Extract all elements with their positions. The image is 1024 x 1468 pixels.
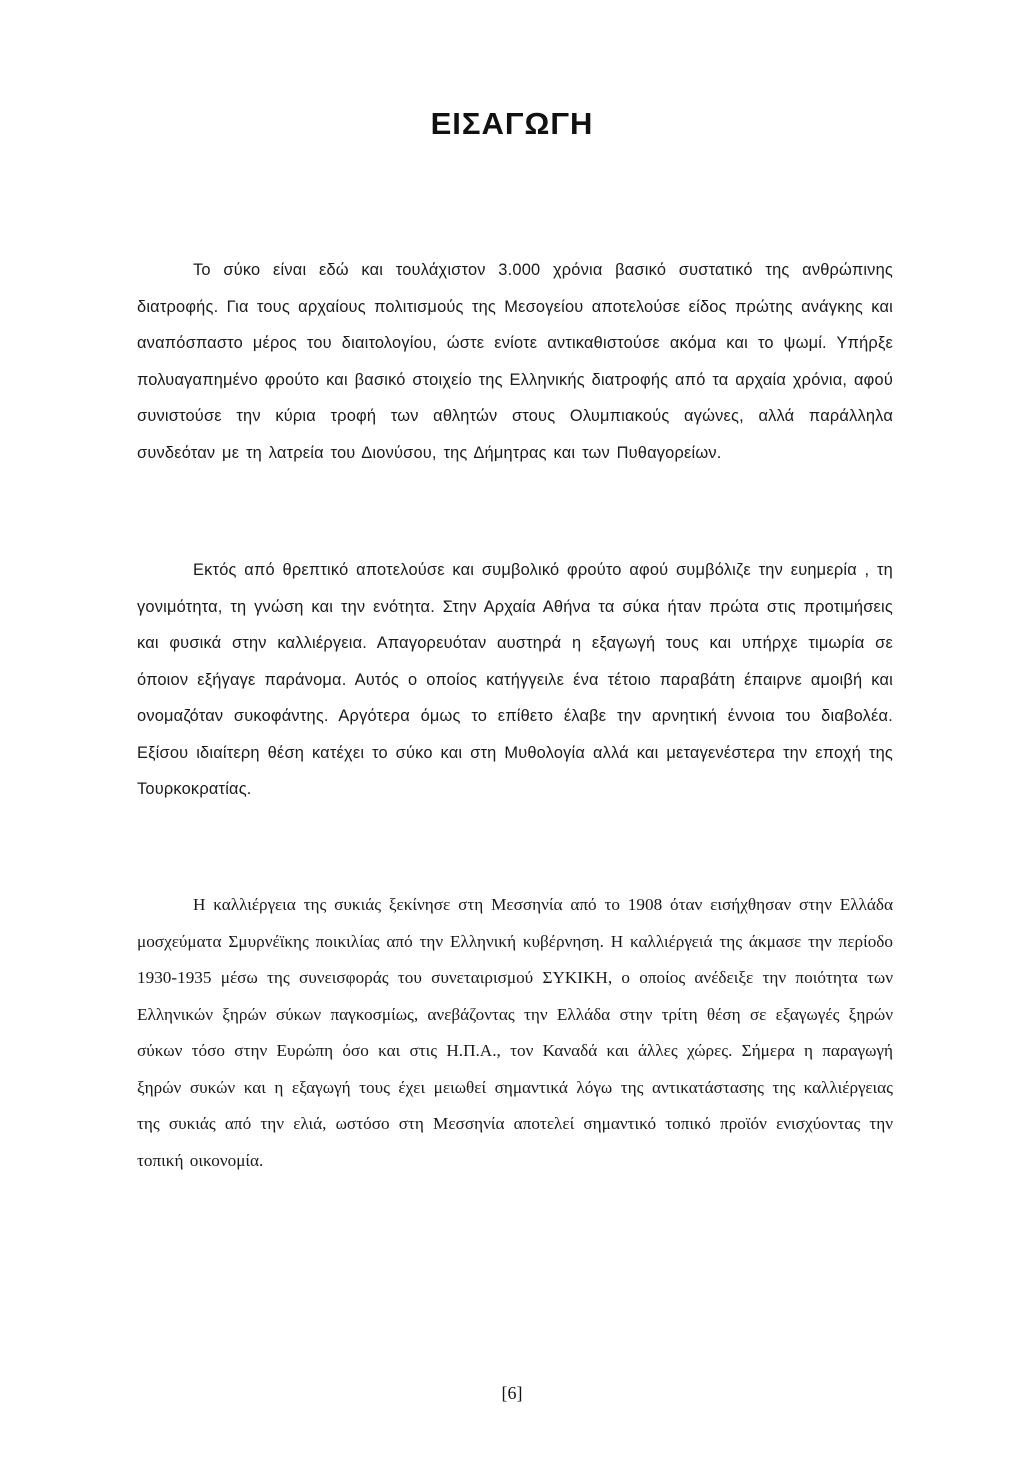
paragraph: Η καλλιέργεια της συκιάς ξεκίνησε στη Μεσσηνία από το 1908 όταν εισήχθησαν στην Ελλάδα μοσχεύματα Σμυρνέϊκης ποικιλίας από την Ελληνική κυβέρνηση. Η καλλιέργειά της άκμασε την περίοδο 1930-1935 μέσω της συνεισφοράς του συνεταιρισμού ΣΥΚΙΚΗ, ο οποίος ανέδειξε την ποιότητα των Ελληνικών ξηρών σύκων παγκοσμίως, ανεβάζοντας την Ελλάδα στην τρίτη θέση σε εξαγωγές ξηρών σύκων τόσο στην Ευρώπη όσο και στις Η.Π.Α., τον Καναδά και άλλες χώρες. Σήμερα η παραγωγή ξηρών συκών και η εξαγωγή τους έχει μειωθεί σημαντικά λόγω της αντικατάστασης της καλλιέργειας της συκιάς από την ελιά, ωστόσο στη Μεσσηνία αποτελεί σημαντικό τοπικό προϊόν ενισχύοντας την τοπική οικονομία. — [137, 895, 893, 1170]
paragraph-block-2 — [137, 552, 893, 808]
paragraph: Το σύκο είναι εδώ και τουλάχιστον 3.000 χρόνια βασικό συστατικό της ανθρώπινης διατροφής. Για τους αρχαίους πολιτισμούς της Μεσογείου αποτελούσε είδος πρώτης ανάγκης και αναπόσπαστο μέρος του διαιτολογίου, ώστε ενίοτε αντικαθιστούσε ακόμα και το ψωμί. Υπήρξε πολυαγαπημένο φρούτο και βασικό στοιχείο της Ελληνικής διατροφής από τα αρχαία χρόνια, αφού συνιστούσε την κύρια τροφή των αθλητών στους Ολυμπιακούς αγώνες, αλλά παράλληλα συνδεόταν με τη λατρεία του Διονύσου, της Δήμητρας και των Πυθαγορείων. — [137, 261, 893, 462]
page-title: ΕΙΣΑΓΩΓΗ — [430, 106, 594, 141]
paragraph-block-1 — [137, 252, 893, 471]
paragraph: Εκτός από θρεπτικό αποτελούσε και συμβολικό φρούτο αφού συμβόλιζε την ευημερία , τη γονιμότητα, τη γνώση και την ενότητα. Στην Αρχαία Αθήνα τα σύκα ήταν πρώτα στις προτιμήσεις και φυσικά στην καλλιέργεια. Απαγορευόταν αυστηρά η εξαγωγή τους και υπήρχε τιμωρία σε όποιον εξήγαγε παράνομα. Αυτός ο οποίος κατήγγειλε ένα τέτοιο παραβάτη έπαιρνε αμοιβή και ονομαζόταν συκοφάντης. Αργότερα όμως το επίθετο έλαβε την αρνητική έννοια του διαβολέα. Εξίσου ιδιαίτερη θέση κατέχει το σύκο και στη Μυθολογία αλλά και μεταγενέστερα την εποχή της Τουρκοκρατίας. — [137, 561, 893, 798]
page-number: [6] — [501, 1383, 523, 1403]
paragraph-block-3 — [137, 887, 893, 1179]
